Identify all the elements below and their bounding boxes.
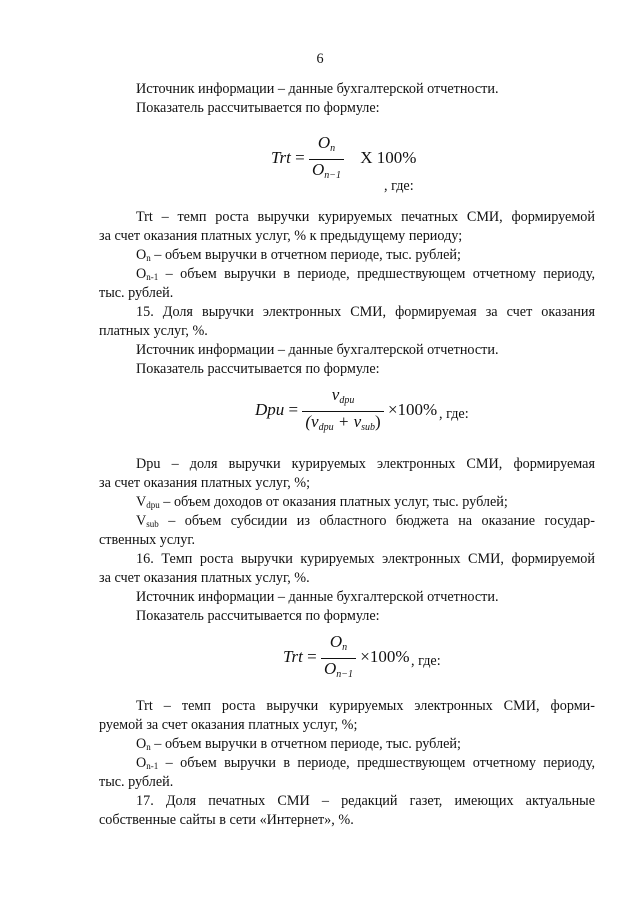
def-vsub: $V_{sub}$ – объем субсидии из областного бюджета на оказание государ- (136, 513, 595, 529)
fraction-denominator: $(v_{dpu} + v_{sub})$ (302, 411, 383, 438)
fraction-numerator: $v_{dpu}$ (331, 385, 355, 406)
fraction-denominator: $O_{n-1}$ (321, 658, 356, 685)
formula-multiplier: ×100% (360, 646, 410, 666)
formula-equals: = (288, 399, 299, 419)
def-trt-electronic-line1: Trt – темп роста выручки курируемых электронных СМИ, форми- (136, 698, 595, 714)
def-trt-electronic-line2: руемой за счет оказания платных услуг, %; (99, 717, 358, 733)
formula-intro-2: Показатель рассчитывается по формуле: (136, 361, 380, 377)
def-on-1: $О_n$ – объем выручки в отчетном периоде, тыс. рублей; (136, 247, 461, 263)
def-on1-2-cont: тыс. рублей. (99, 774, 174, 790)
formula-where-3: , где: (411, 653, 441, 669)
formula-trt-electronic (283, 632, 409, 684)
def-on1-1-cont: тыс. рублей. (99, 285, 174, 301)
item-15-line2: платных услуг, %. (99, 323, 208, 339)
item-17-line2: собственные сайты в сети «Интернет», %. (99, 812, 354, 828)
fraction-denominator: $O_{n-1}$ (309, 159, 344, 186)
formula-fraction (302, 385, 383, 437)
item-17-line1: 17. Доля печатных СМИ – редакций газет, имеющих актуальные (136, 793, 595, 809)
def-trt-print-line2: за счет оказания платных услуг, % к предыдущему периоду; (99, 228, 463, 244)
def-vsub-cont: ственных услуг. (99, 532, 196, 548)
def-vdpu: $V_{dpu}$ – объем доходов от оказания платных услуг, тыс. рублей; (136, 494, 508, 510)
def-on1-1: $О_{n-1}$ – объем выручки в периоде, предшествующем отчетному периоду, (136, 266, 595, 282)
formula-lhs: Dpu (255, 399, 285, 419)
formula-multiplier: X 100% (360, 147, 417, 167)
item-15-line1: 15. Доля выручки электронных СМИ, формируемая за счет оказания (136, 304, 595, 320)
item-16-line2: за счет оказания платных услуг, %. (99, 570, 310, 586)
info-source-2: Источник информации – данные бухгалтерской отчетности. (136, 342, 499, 358)
fraction-numerator: $O_n$ (317, 133, 336, 154)
formula-fraction (321, 632, 356, 684)
def-trt-print-line1: Trt – темп роста выручки курируемых печатных СМИ, формируемой (136, 209, 595, 225)
def-on-2: $О_n$ – объем выручки в отчетном периоде, тыс. рублей; (136, 736, 461, 752)
def-dpu-line2: за счет оказания платных услуг, %; (99, 475, 311, 491)
formula-equals: = (307, 646, 317, 666)
formula-lhs: Trt (283, 646, 303, 666)
formula-lhs: Trt (271, 147, 291, 167)
formula-fraction (309, 133, 344, 185)
formula-equals: = (295, 147, 305, 167)
def-on1-2: $О_{n-1}$ – объем выручки в периоде, предшествующем отчетному периоду, (136, 755, 595, 771)
formula-multiplier: ×100% (387, 399, 438, 419)
info-source-1: Источник информации – данные бухгалтерской отчетности. (136, 81, 499, 97)
info-source-3: Источник информации – данные бухгалтерской отчетности. (136, 589, 499, 605)
formula-intro-3: Показатель рассчитывается по формуле: (136, 608, 380, 624)
formula-intro-1: Показатель рассчитывается по формуле: (136, 100, 380, 116)
formula-dpu (255, 385, 437, 437)
page-number: 6 (316, 51, 324, 67)
fraction-numerator: $O_n$ (329, 632, 348, 653)
formula-where-2: , где: (439, 406, 469, 422)
item-16-line1: 16. Темп роста выручки курируемых электронных СМИ, формируемой (136, 551, 595, 567)
formula-where-1: , где: (384, 178, 414, 194)
def-dpu-line1: Dpu – доля выручки курируемых электронных СМИ, формируемая (136, 456, 595, 472)
